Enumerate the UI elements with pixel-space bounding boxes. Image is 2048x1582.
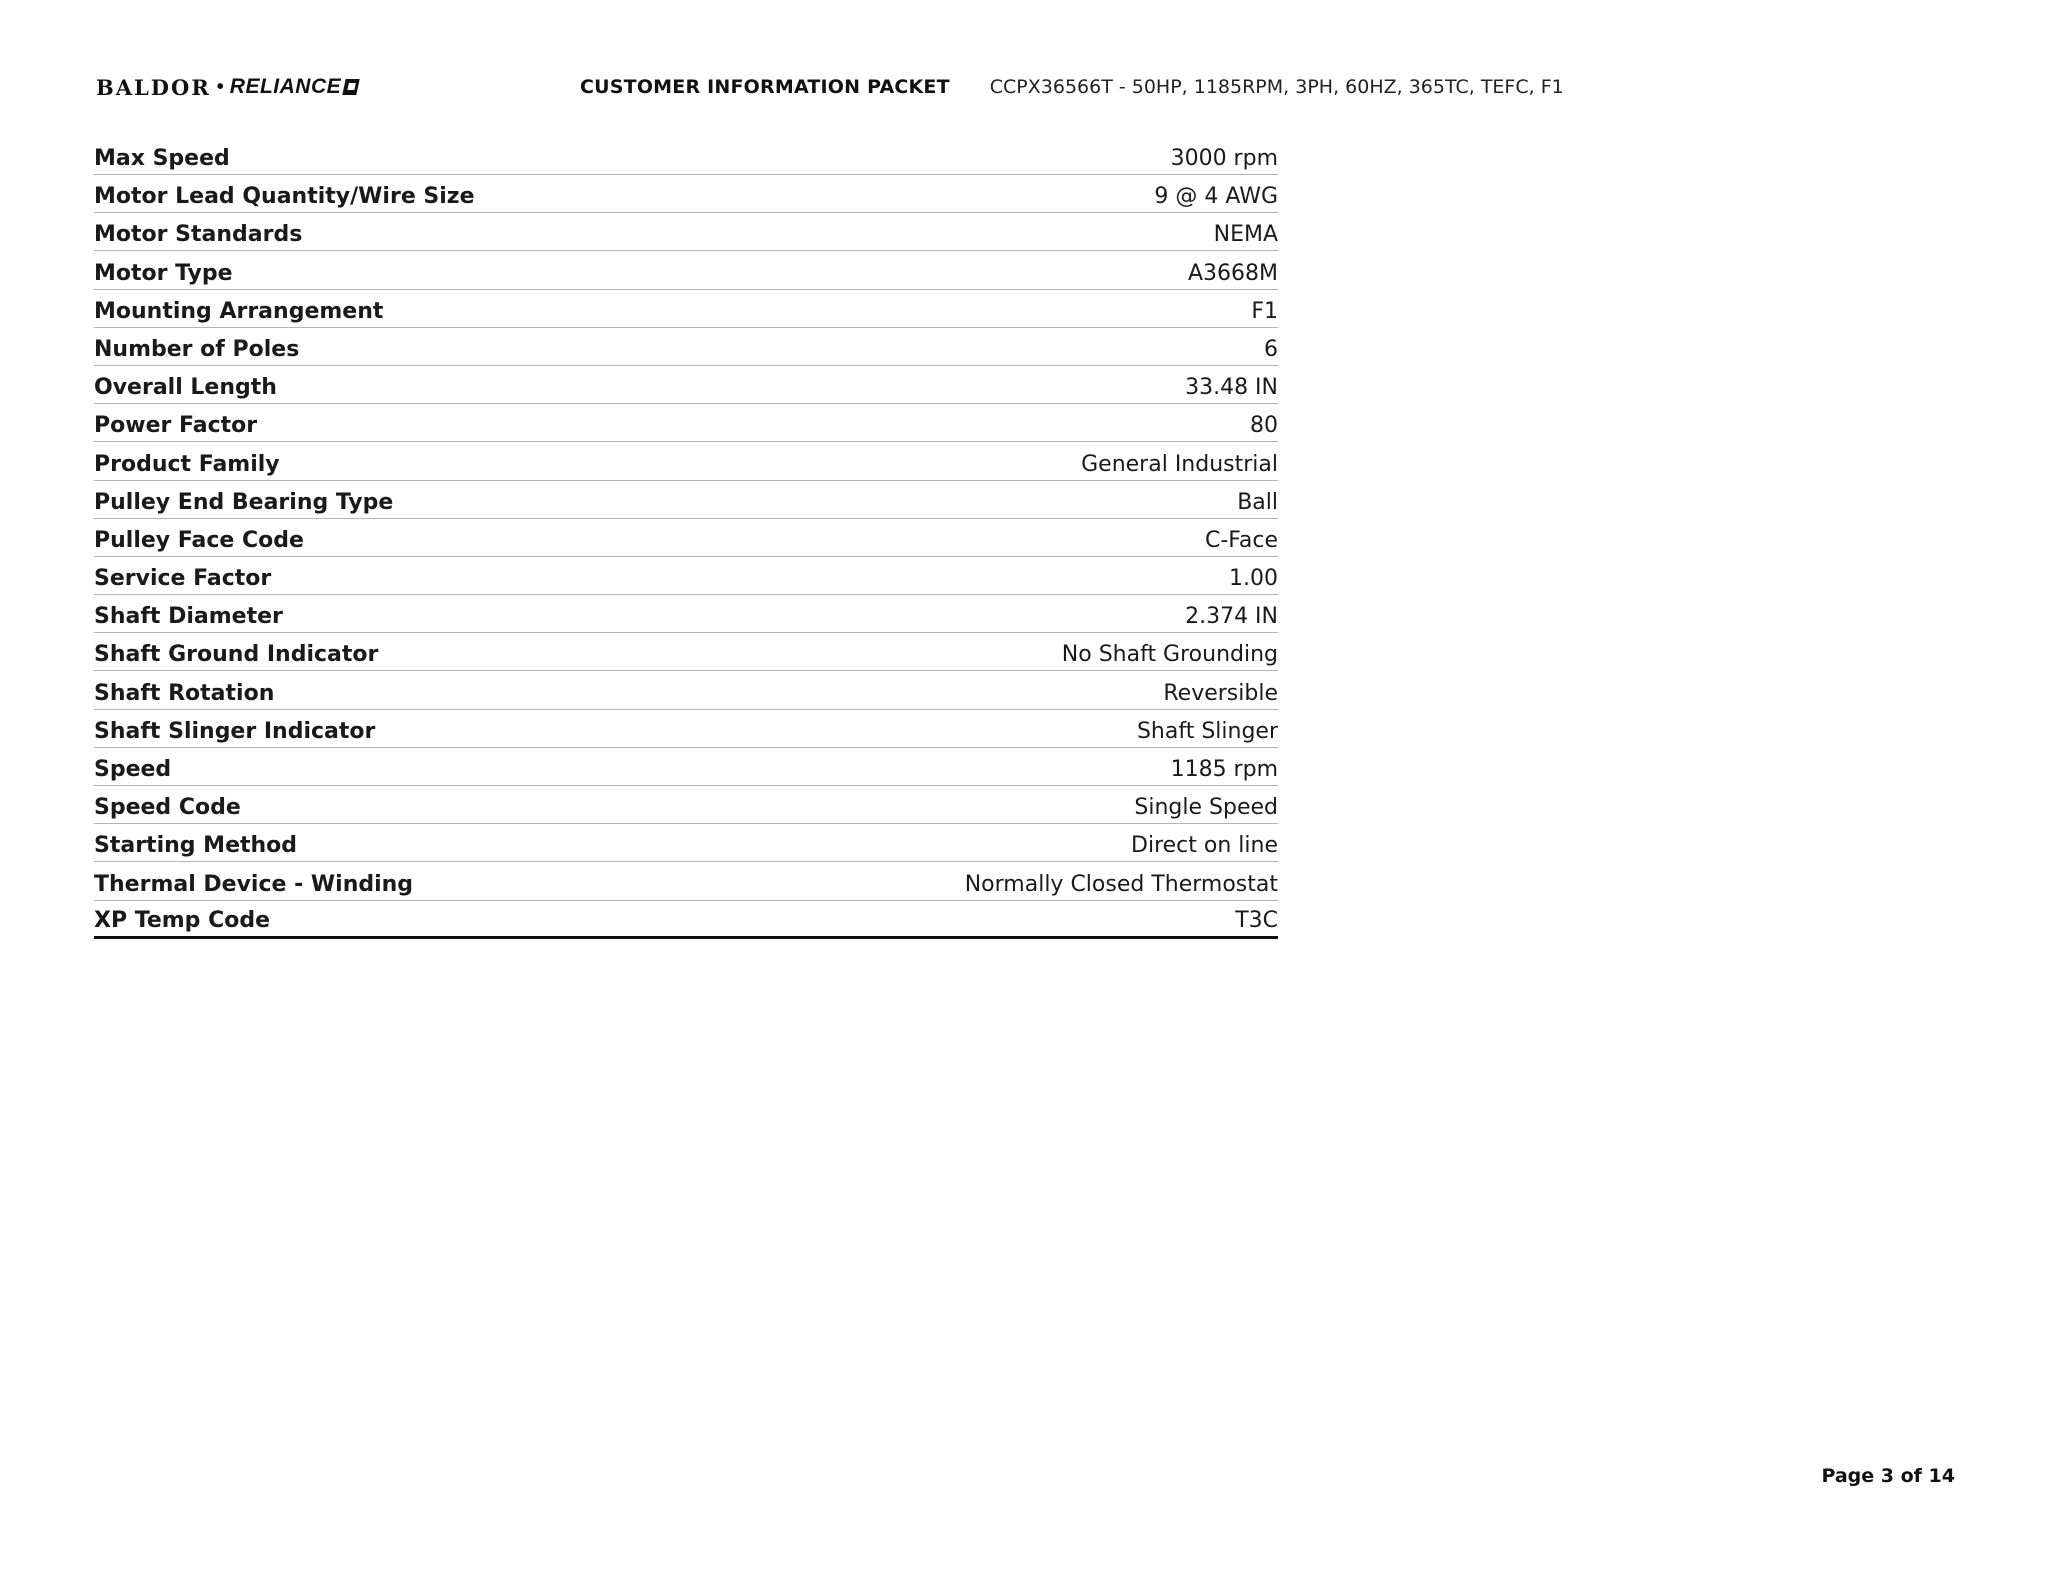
spec-label: Speed Code [94, 795, 241, 821]
spec-row [94, 442, 1278, 480]
spec-value: F1 [1251, 298, 1278, 324]
document-title: CUSTOMER INFORMATION PACKET [580, 76, 950, 98]
spec-row [94, 671, 1278, 709]
spec-row [94, 328, 1278, 366]
spec-row [94, 138, 1278, 175]
spec-label: Power Factor [94, 413, 258, 439]
spec-row [94, 862, 1278, 900]
spec-label: Pulley Face Code [94, 527, 304, 553]
spec-label: Shaft Ground Indicator [94, 642, 379, 668]
reliance-mark-icon [342, 79, 359, 95]
document-subtitle: CCPX36566T - 50HP, 1185RPM, 3PH, 60HZ, 365TC, TEFC, F1 [989, 76, 1564, 98]
spec-value: Normally Closed Thermostat [964, 871, 1278, 897]
spec-value: Ball [1237, 489, 1278, 515]
spec-row [94, 901, 1278, 939]
spec-row [94, 786, 1278, 824]
spec-value: 1185 rpm [1170, 757, 1278, 782]
spec-label: Motor Type [94, 260, 233, 286]
spec-label: Motor Standards [94, 222, 303, 248]
page-number: Page 3 of 14 [1821, 1465, 1955, 1487]
spec-value: 6 [1264, 336, 1278, 362]
spec-row [94, 404, 1278, 442]
spec-label: Mounting Arrangement [94, 298, 384, 324]
spec-row [94, 519, 1278, 557]
spec-value: General Industrial [1081, 451, 1278, 477]
spec-label: Shaft Slinger Indicator [94, 718, 376, 744]
spec-label: XP Temp Code [94, 907, 271, 933]
spec-value: NEMA [1213, 222, 1278, 248]
spec-value: T3C [1235, 907, 1278, 933]
spec-label: Max Speed [94, 146, 230, 171]
spec-value: Shaft Slinger [1136, 718, 1278, 744]
spec-label: Starting Method [94, 833, 298, 859]
spec-label: Motor Lead Quantity/Wire Size [94, 184, 475, 210]
spec-label: Thermal Device - Winding [94, 871, 414, 897]
spec-row [94, 824, 1278, 862]
spec-row [94, 366, 1278, 404]
spec-label: Pulley End Bearing Type [94, 489, 394, 515]
logo-reliance-text: RELIANCE [229, 75, 342, 98]
spec-label: Service Factor [94, 566, 272, 592]
spec-label: Number of Poles [94, 336, 300, 362]
spec-row [94, 251, 1278, 289]
spec-row [94, 213, 1278, 251]
spec-row [94, 481, 1278, 519]
spec-value: No Shaft Grounding [1061, 642, 1278, 668]
spec-value: C-Face [1204, 527, 1278, 553]
document-header [96, 70, 1564, 104]
spec-value: 33.48 IN [1185, 375, 1278, 401]
spec-value: 9 @ 4 AWG [1154, 184, 1278, 210]
spec-value: A3668M [1187, 260, 1278, 286]
spec-row [94, 710, 1278, 748]
spec-row [94, 633, 1278, 671]
spec-row [94, 290, 1278, 328]
spec-value: 1.00 [1229, 566, 1278, 592]
spec-row [94, 175, 1278, 213]
spec-row [94, 557, 1278, 595]
logo-separator: • [216, 75, 224, 98]
spec-value: Direct on line [1131, 833, 1278, 859]
spec-value: 80 [1250, 413, 1278, 439]
spec-row [94, 595, 1278, 633]
spec-label: Speed [94, 757, 172, 782]
spec-row [94, 748, 1278, 786]
spec-label: Product Family [94, 451, 280, 477]
spec-label: Shaft Rotation [94, 680, 275, 706]
spec-table [94, 138, 1278, 939]
spec-label: Overall Length [94, 375, 277, 401]
baldor-reliance-logo [96, 75, 436, 100]
spec-label: Shaft Diameter [94, 604, 283, 630]
spec-value: 2.374 IN [1185, 604, 1278, 630]
spec-value: 3000 rpm [1170, 146, 1278, 171]
spec-value: Reversible [1163, 680, 1278, 706]
logo-baldor-text: BALDOR [96, 74, 211, 100]
spec-value: Single Speed [1134, 795, 1278, 821]
